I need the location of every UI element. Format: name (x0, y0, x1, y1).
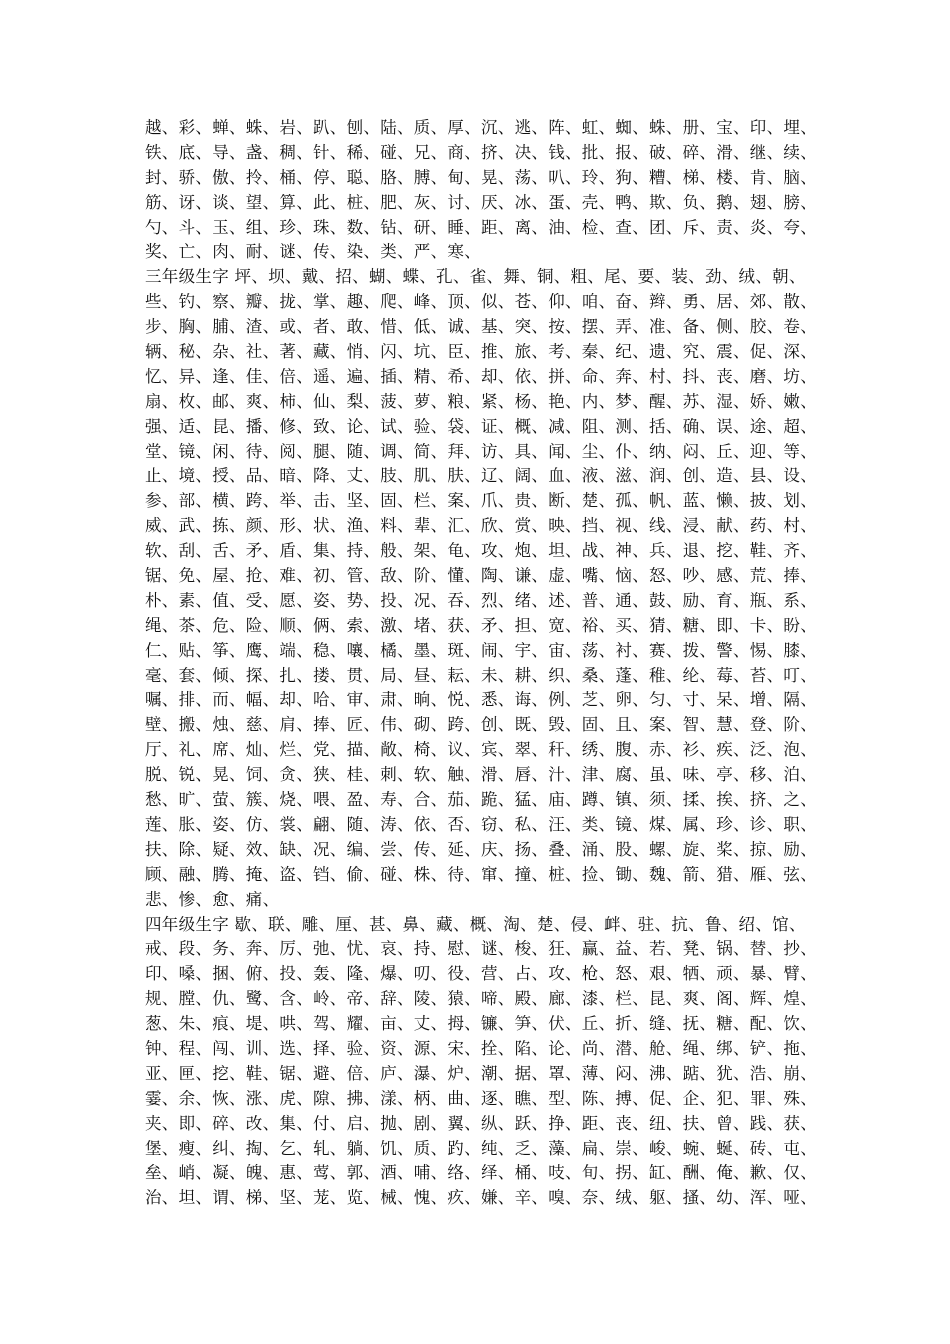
text-line: 亚、匣、挖、鞋、锯、避、倍、庐、瀑、炉、潮、据、罩、薄、闷、沸、踮、犹、浩、崩、 (145, 1063, 817, 1083)
text-line: 筋、讶、谈、望、算、此、桩、肥、灰、讨、厌、冰、蛋、壳、鸭、欺、负、鹅、翅、膀、 (145, 192, 817, 212)
text-line: 参、部、横、跨、举、击、坚、固、栏、案、爪、贵、断、楚、孤、帆、蓝、懒、披、划、 (145, 491, 817, 511)
text-line: 霎、余、恢、涨、虎、隙、拂、漾、柄、曲、逐、瞧、型、陈、搏、促、企、犯、罪、殊、 (145, 1088, 817, 1108)
text-line: 治、坦、谓、梯、坚、茏、览、械、愧、疚、嫌、辛、嗅、奈、绒、躯、搔、幼、浑、哑、 (145, 1188, 817, 1208)
text-line: 朴、素、值、受、愿、姿、势、投、况、吞、烈、绪、述、普、通、鼓、励、育、瓶、系、 (145, 590, 817, 610)
text-line: 毫、套、倾、探、扎、搂、贯、局、昼、耘、未、耕、织、桑、蓬、稚、纶、莓、苔、叮、 (145, 665, 817, 685)
text-line: 堡、瘦、纠、掏、乞、轧、躺、饥、质、趵、纯、乏、藻、扁、崇、峻、蜿、蜒、砖、屯、 (145, 1138, 817, 1158)
text-line: 止、境、授、品、暗、降、丈、肢、肌、肤、辽、阔、血、液、滋、润、创、造、县、设、 (145, 466, 817, 486)
text-line: 壁、搬、烛、慈、肩、捧、匠、伟、砌、跨、创、既、毁、固、且、案、智、慧、登、阶、 (145, 715, 817, 735)
text-line: 奖、亡、肉、耐、谜、传、染、类、严、寒、 (145, 242, 481, 262)
text-line: 扶、除、疑、效、缺、况、编、尝、传、延、庆、扬、叠、涌、股、螺、旋、桨、掠、励、 (145, 839, 817, 859)
text-line: 绳、茶、危、险、顺、俩、索、激、堵、获、矛、担、宽、裕、买、猜、糖、即、卡、盼、 (145, 615, 817, 635)
text-line: 夹、即、碎、改、集、付、启、抛、剧、翼、纵、跃、挣、距、丧、纽、扶、曾、践、获、 (145, 1113, 817, 1133)
text-line: 忆、异、逢、佳、倍、遥、遍、插、精、希、却、依、拼、命、奔、村、抖、丧、磨、坊、 (145, 366, 817, 386)
text-line: 锯、免、屋、抢、难、初、管、敌、阶、懂、陶、谦、虚、嘴、恼、怒、吵、感、荒、捧、 (145, 566, 817, 586)
text-line: 脱、锐、晃、饲、贪、狭、桂、刺、软、触、滑、唇、汁、津、腐、虽、味、亭、移、泊、 (145, 765, 817, 785)
text-line: 顾、融、腾、掩、盗、铛、偷、碰、株、待、窜、撞、桩、捡、锄、魏、箭、猎、雁、弦、 (145, 864, 817, 884)
text-line: 厅、礼、席、灿、烂、党、描、敞、椅、议、宾、翠、秆、绣、腹、赤、衫、疾、泛、泡、 (145, 740, 817, 760)
section-heading-line: 四年级生字 歇、联、雕、厘、甚、鼻、藏、概、淘、楚、侵、衅、驻、抗、鲁、绍、馆、 (145, 914, 806, 934)
text-line: 封、骄、傲、拎、桶、停、聪、胳、膊、甸、晃、荡、叭、玲、狗、糟、梯、楼、肯、脑、 (145, 167, 817, 187)
text-line: 威、武、拣、颜、形、状、渔、料、辈、汇、欣、赏、映、挡、视、线、浸、献、药、村、 (145, 516, 817, 536)
text-line: 些、钓、察、瓣、拢、掌、趣、爬、峰、顶、似、苍、仰、咱、奋、辫、勇、居、郊、散、 (145, 292, 817, 312)
text-line: 莲、胀、姿、仿、裳、翩、随、涛、依、否、窃、私、汪、类、镜、煤、属、珍、诊、职、 (145, 814, 817, 834)
text-line: 葱、朱、痕、堤、哄、驾、耀、亩、丈、拇、镰、笋、伏、丘、折、缝、抚、糖、配、饮、 (145, 1014, 817, 1034)
text-line: 垒、峭、凝、魄、惠、莺、郭、酒、哺、络、绎、桶、吱、旬、拐、缸、酬、俺、歉、仅、 (145, 1163, 817, 1183)
text-line: 越、彩、蝉、蛛、岩、趴、刨、陆、质、厚、沉、逃、阵、虹、蜘、蛛、册、宝、印、埋、 (145, 118, 817, 137)
text-line: 强、适、昆、播、修、致、论、试、验、袋、证、概、减、阻、测、括、确、误、途、超、 (145, 416, 817, 436)
document-body (145, 116, 817, 1211)
text-line: 辆、秘、杂、社、著、藏、悄、闪、坑、臣、推、旅、考、秦、纪、遗、究、震、促、深、 (145, 342, 817, 362)
text-line: 勺、斗、玉、组、珍、珠、数、钻、研、睡、距、离、油、检、查、团、斥、责、炎、夸、 (145, 217, 817, 237)
text-line: 印、嗓、捆、俯、投、轰、隆、爆、叨、役、营、占、攻、枪、怒、艰、牺、顽、暴、臂、 (145, 964, 817, 984)
text-line: 铁、底、导、盏、稠、针、稀、碰、兄、商、挤、决、钱、批、报、破、碎、滑、继、续、 (145, 142, 817, 162)
text-line: 规、膛、仇、鹭、含、岭、帝、辞、陵、猿、啼、殿、廊、漆、栏、昆、爽、阁、辉、煌、 (145, 989, 817, 1009)
text-line: 仁、贴、筝、鹰、端、稳、嚷、橘、墨、斑、闹、宇、宙、荡、衬、赛、拨、警、惕、膝、 (145, 640, 817, 660)
text-line: 堂、镜、闲、待、阅、腿、随、调、简、拜、访、具、闻、尘、仆、纳、闷、丘、迎、等、 (145, 441, 817, 461)
text-line: 愁、旷、萤、簇、烧、喂、盈、寿、合、茄、跪、猛、庙、蹲、镇、须、揉、挨、挤、之、 (145, 790, 817, 810)
text-line: 嘱、排、而、幅、却、哈、审、肃、晌、悦、悉、诲、例、芝、卵、匀、寸、呆、增、隔、 (145, 690, 817, 710)
section-heading-line: 三年级生字 坪、坝、戴、招、蝴、蝶、孔、雀、舞、铜、粗、尾、要、装、劲、绒、朝、 (145, 267, 806, 287)
text-line: 扇、枚、邮、爽、柿、仙、梨、菠、萝、粮、紧、杨、艳、内、梦、醒、苏、湿、娇、嫩、 (145, 391, 817, 411)
text-line: 悲、惨、愈、痛、 (145, 889, 280, 909)
text-line: 戒、段、务、奔、厉、弛、忧、哀、持、慰、谜、梭、狂、赢、益、若、凳、锅、替、抄、 (145, 939, 817, 959)
text-line: 钟、程、闯、训、选、择、验、资、源、宋、拴、陷、论、尚、潜、舱、绳、绑、铲、拖、 (145, 1038, 817, 1058)
text-line: 软、刮、舌、矛、盾、集、持、般、架、龟、攻、炮、坦、战、神、兵、退、挖、鞋、齐、 (145, 541, 817, 561)
text-line: 步、胸、脯、渣、或、者、敢、惜、低、诚、基、突、按、摆、弄、准、备、侧、胶、卷、 (145, 317, 817, 337)
